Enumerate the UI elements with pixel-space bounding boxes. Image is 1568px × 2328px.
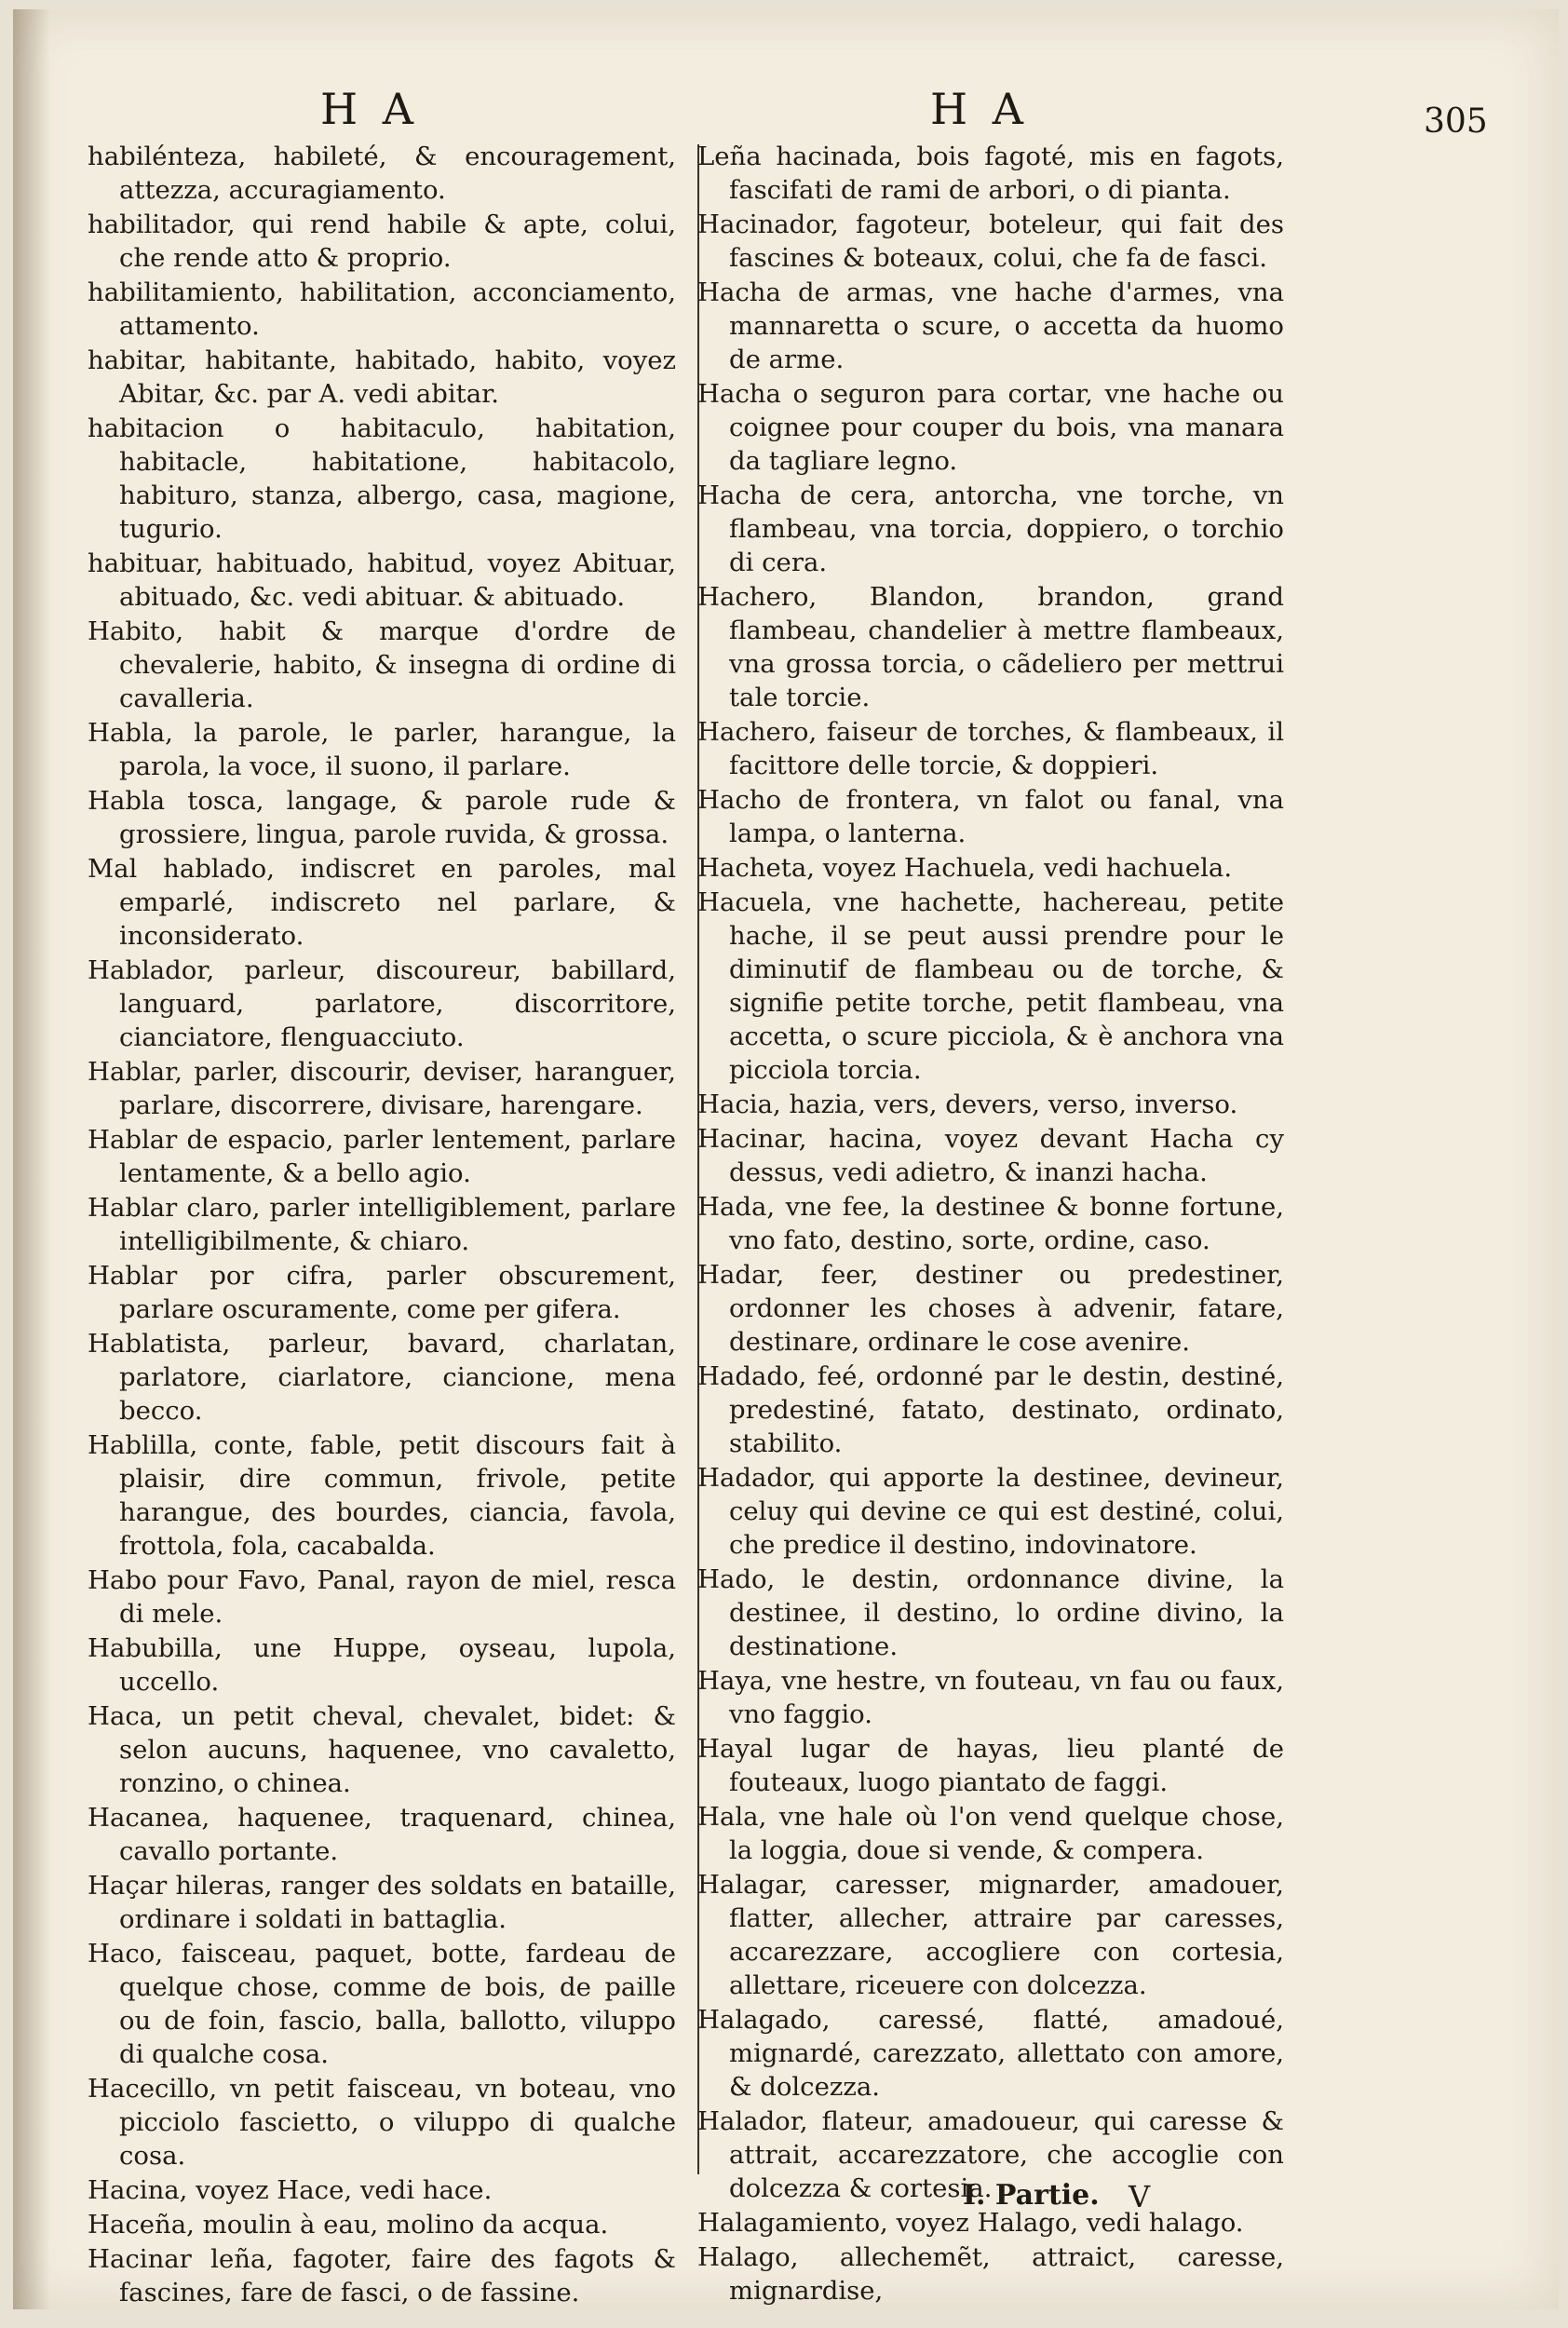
gathering-mark: V <box>1129 2179 1151 2214</box>
dictionary-entry: Hacha de armas, vne hache d'armes, vna mannaretta o scure, o accetta da huomo de arme. <box>697 277 1284 374</box>
dictionary-entry: Hada, vne fee, la destinee & bonne fortune, vno fato, destino, sorte, ordine, caso. <box>697 1192 1284 1255</box>
dictionary-entry: Habla tosca, langage, & parole rude & grossiere, lingua, parole ruvida, & grossa. <box>88 786 676 849</box>
dictionary-entry: Hacho de frontera, vn falot ou fanal, vna lampa, o lanterna. <box>697 785 1284 848</box>
dictionary-entry: Habla, la parole, le parler, harangue, la parola, la voce, il suono, il parlare. <box>88 718 676 781</box>
dictionary-entry: Hayal lugar de hayas, lieu planté de fouteaux, luogo piantato de faggi. <box>697 1734 1284 1797</box>
dictionary-entry: Habito, habit & marque d'ordre de chevalerie, habito, & insegna di ordine di cavalleria. <box>88 616 676 713</box>
running-head-left: H A <box>320 84 419 134</box>
dictionary-entry: Hablatista, parleur, bavard, charlatan, parlatore, ciarlatore, ciancione, mena becco. <box>88 1329 676 1426</box>
right-column <box>697 140 1284 2308</box>
left-column <box>88 140 676 2310</box>
dictionary-entry: Hado, le destin, ordonnance divine, la destinee, il destino, lo ordine divino, la destinatione. <box>697 1564 1284 1661</box>
dictionary-entry: Hacheta, voyez Hachuela, vedi hachuela. <box>697 853 1233 883</box>
dictionary-entry: Hacanea, haquenee, traquenard, chinea, cavallo portante. <box>88 1803 676 1866</box>
dictionary-entry: Haca, un petit cheval, chevalet, bidet: & selon aucuns, haquenee, vno cavaletto, ronzino, o chinea. <box>88 1701 676 1798</box>
dictionary-entry: Hacinar, hacina, voyez devant Hacha cy dessus, vedi adietro, & inanzi hacha. <box>697 1124 1284 1187</box>
dictionary-entry: Hablar de espacio, parler lentement, parlare lentamente, & a bello agio. <box>88 1125 676 1188</box>
dictionary-entry: Hadador, qui apporte la destinee, devineur, celuy qui devine ce qui est destiné, colui, che predice il destino, indovinatore. <box>697 1463 1284 1560</box>
dictionary-entry: Hala, vne hale où l'on vend quelque chose, la loggia, doue si vende, & compera. <box>697 1802 1284 1865</box>
running-head-right: H A <box>930 84 1029 134</box>
dictionary-entry: habituar, habituado, habitud, voyez Abituar, abituado, &c. vedi abituar. & abituado. <box>88 548 676 612</box>
dictionary-entry: Hablar claro, parler intelligiblement, parlare intelligibilmente, & chiaro. <box>88 1193 676 1256</box>
dictionary-entry: habitacion o habitaculo, habitation, habitacle, habitatione, habitacolo, habituro, stanza, albergo, casa, magione, tugurio. <box>88 413 676 544</box>
dictionary-entry: Hachero, Blandon, brandon, grand flambeau, chandelier à mettre flambeaux, vna grossa torcia, o cãdeliero per mettrui tale torcie. <box>697 582 1284 712</box>
dictionary-entry: Hachero, faiseur de torches, & flambeaux, il facittore delle torcie, & doppieri. <box>697 717 1284 780</box>
dictionary-entry: Hadado, feé, ordonné par le destin, destiné, predestiné, fatato, destinato, ordinato, stabilito. <box>697 1361 1284 1458</box>
dictionary-entry: Haçar hileras, ranger des soldats en bataille, ordinare i soldati in battaglia. <box>88 1871 676 1934</box>
dictionary-entry: habilénteza, habileté, & encouragement, attezza, accuragiamento. <box>88 142 676 205</box>
dictionary-entry: Hablar por cifra, parler obscurement, parlare oscuramente, come per gifera. <box>88 1261 676 1324</box>
gutter-shadow <box>13 9 50 2309</box>
dictionary-entry: Hablador, parleur, discoureur, babillard, languard, parlatore, discorritore, cianciatore, flenguacciuto. <box>88 955 676 1052</box>
signature-mark: I. Partie. <box>963 2179 1100 2212</box>
dictionary-entry: Hablar, parler, discourir, deviser, haranguer, parlare, discorrere, divisare, harengare. <box>88 1057 676 1120</box>
dictionary-entry: Hacia, hazia, vers, devers, verso, inverso. <box>697 1090 1238 1119</box>
dictionary-entry: Hablilla, conte, fable, petit discours fait à plaisir, dire commun, frivole, petite harangue, des bourdes, ciancia, favola, frottola, fola, cacabalda. <box>88 1430 676 1561</box>
dictionary-entry: Haceña, moulin à eau, molino da acqua. <box>88 2210 609 2240</box>
dictionary-entry: habilitador, qui rend habile & apte, colui, che rende atto & proprio. <box>88 210 676 273</box>
dictionary-entry: habilitamiento, habilitation, acconciamento, attamento. <box>88 277 676 341</box>
dictionary-entry: Hacha o seguron para cortar, vne hache ou coignee pour couper du bois, vna manara da tagliare legno. <box>697 379 1284 476</box>
dictionary-entry: Mal hablado, indiscret en paroles, mal emparlé, indiscreto nel parlare, & inconsiderato. <box>88 854 676 951</box>
dictionary-entry: Hacha de cera, antorcha, vne torche, vn flambeau, vna torcia, doppiero, o torchio di cera. <box>697 480 1284 577</box>
dictionary-entry: Hacecillo, vn petit faisceau, vn boteau, vno picciolo fascietto, o viluppo di qualche cosa. <box>88 2074 676 2171</box>
dictionary-entry: Halago, allechemẽt, attraict, caresse, mignardise, <box>697 2242 1284 2306</box>
page-number: 305 <box>1424 102 1488 141</box>
dictionary-entry: Hadar, feer, destiner ou predestiner, ordonner les choses à advenir, fatare, destinare, ordinare le cose avenire. <box>697 1260 1284 1357</box>
dictionary-entry: Hacinador, fagoteur, boteleur, qui fait des fascines & boteaux, colui, che fa de fasci. <box>697 210 1284 273</box>
book-page <box>13 9 1559 2309</box>
dictionary-entry: Halagar, caresser, mignarder, amadouer, flatter, allecher, attraire par caresses, accarezzare, accogliere con cortesia, allettare, riceuere con dolcezza. <box>697 1870 1284 2000</box>
dictionary-entry: Habo pour Favo, Panal, rayon de miel, resca di mele. <box>88 1565 676 1629</box>
dictionary-entry: Hacina, voyez Hace, vedi hace. <box>88 2175 493 2205</box>
dictionary-entry: Hacuela, vne hachette, hachereau, petite hache, il se peut aussi prendre pour le diminutif de flambeau ou de torche, & signifie petite torche, petit flambeau, vna accetta, o scure picciola, & è anchora vna picciola torcia. <box>697 887 1284 1085</box>
dictionary-entry: Hacinar leña, fagoter, faire des fagots & fascines, fare de fasci, o de fassine. <box>88 2244 676 2308</box>
dictionary-entry: Halagamiento, voyez Halago, vedi halago. <box>697 2208 1244 2238</box>
dictionary-entry: Habubilla, une Huppe, oyseau, lupola, uccello. <box>88 1633 676 1697</box>
dictionary-entry: Halador, flateur, amadoueur, qui caresse & attrait, accarezzatore, che accoglie con dolcezza & cortesia. <box>697 2106 1284 2203</box>
dictionary-entry: Halagado, caressé, flatté, amadoué, mignardé, carezzato, allettato con amore, & dolcezza. <box>697 2005 1284 2102</box>
dictionary-entry: Haco, faisceau, paquet, botte, fardeau de quelque chose, comme de bois, de paille ou de foin, fascio, balla, ballotto, viluppo di qualche cosa. <box>88 1939 676 2069</box>
dictionary-entry: habitar, habitante, habitado, habito, voyez Abitar, &c. par A. vedi abitar. <box>88 345 676 409</box>
dictionary-entry: Leña hacinada, bois fagoté, mis en fagots, fascifati de rami de arbori, o di pianta. <box>697 142 1284 205</box>
dictionary-entry: Haya, vne hestre, vn fouteau, vn fau ou faux, vno faggio. <box>697 1666 1284 1729</box>
